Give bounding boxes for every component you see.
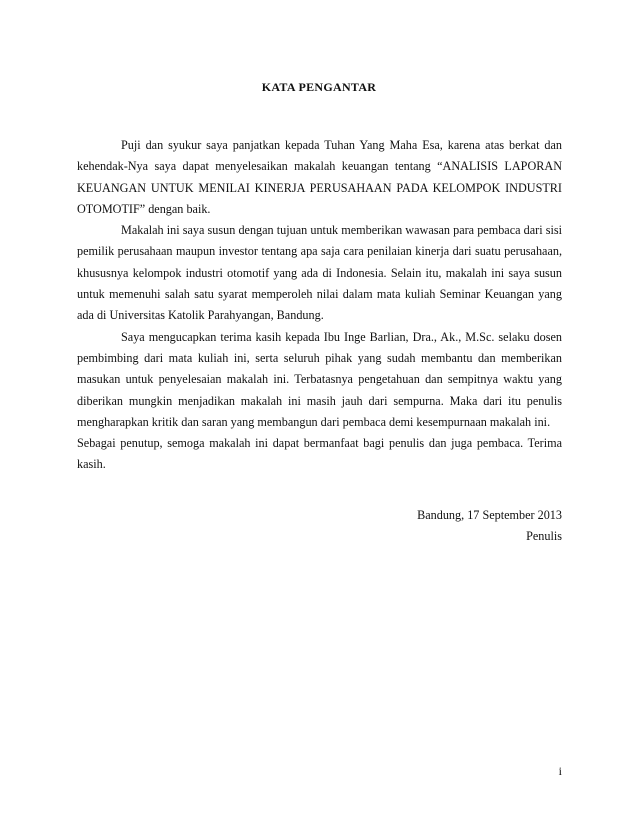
paragraph-gratitude: Puji dan syukur saya panjatkan kepada Tuhan Yang Maha Esa, karena atas berkat dan kehendak-Nya saya dapat menyelesaikan makalah keuangan tentang “ANALISIS LAPORAN KEUANGAN UNTUK MENILAI KINERJA PERUSAHAAN PADA KELOMPOK INDUSTRI OTOMOTIF” dengan baik. — [77, 138, 562, 216]
page-number: i — [558, 764, 562, 778]
paragraph-acknowledgement: Saya mengucapkan terima kasih kepada Ibu Inge Barlian, Dra., Ak., M.Sc. selaku dosen pembimbing dari mata kuliah ini, serta seluruh pihak yang sudah membantu dan memberikan masukan untuk penyelesaian makalah ini. Terbatasnya pengetahuan dan sempitnya waktu yang diberikan mungkin menjadikan makalah ini masih jauh dari sempurna. Maka dari itu penulis mengharapkan kritik dan saran yang membangun dari pembaca demi kesempurnaan makalah ini. — [77, 329, 562, 429]
foreword-body — [77, 135, 562, 476]
paragraph-closing: Sebagai penutup, semoga makalah ini dapat bermanfaat bagi penulis dan juga pembaca. Terima kasih. — [77, 436, 562, 472]
signature-block — [417, 505, 562, 548]
place-date: Bandung, 17 September 2013 — [417, 508, 562, 522]
page-title: KATA PENGANTAR — [261, 80, 377, 94]
signer-name: Penulis — [526, 529, 562, 544]
paragraph-purpose: Makalah ini saya susun dengan tujuan untuk memberikan wawasan para pembaca dari sisi pemilik perusahaan maupun investor tentang apa saja cara penilaian kinerja dari suatu perusahaan, khususnya kelompok industri otomotif yang ada di Indonesia. Selain itu, makalah ini saya susun untuk memenuhi salah satu syarat memperoleh nilai dalam mata kuliah Seminar Keuangan yang ada di Universitas Katolik Parahyangan, Bandung. — [77, 223, 562, 323]
